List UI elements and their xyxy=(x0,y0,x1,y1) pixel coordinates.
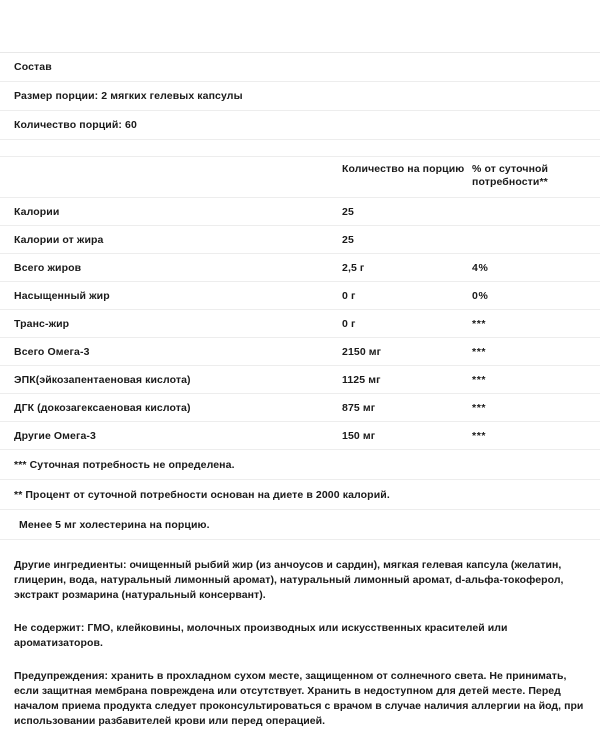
table-row xyxy=(0,226,600,254)
disclosure-text-block xyxy=(0,558,600,729)
panel-spacer xyxy=(0,140,600,157)
supplement-facts-panel xyxy=(0,52,600,540)
nutrient-daily-value: *** xyxy=(472,346,487,358)
table-row xyxy=(0,366,600,394)
table-header-row xyxy=(0,157,600,198)
panel-title: Состав xyxy=(14,61,52,73)
nutrient-amount: 25 xyxy=(342,234,354,246)
nutrient-name: Транс-жир xyxy=(14,318,70,330)
nutrient-name: Другие Омега-3 xyxy=(14,430,96,442)
header-daily-value: % от суточной потребности** xyxy=(472,163,549,188)
footnote-row xyxy=(0,480,600,510)
nutrient-name: Насыщенный жир xyxy=(14,290,110,302)
nutrient-amount: 25 xyxy=(342,206,354,218)
nutrient-daily-value: *** xyxy=(472,374,487,386)
table-row xyxy=(0,394,600,422)
serving-size-row xyxy=(0,82,600,111)
table-row xyxy=(0,198,600,226)
footnote-text: *** Суточная потребность не определена. xyxy=(14,459,235,471)
table-row xyxy=(0,422,600,450)
footnote-row xyxy=(0,510,600,540)
table-row xyxy=(0,310,600,338)
header-amount-per-serving: Количество на порцию xyxy=(342,163,465,175)
nutrient-amount: 1125 мг xyxy=(342,374,381,386)
nutrient-daily-value: 4% xyxy=(472,262,489,274)
table-row xyxy=(0,254,600,282)
nutrient-name: ЭПК(эйкозапентаеновая кислота) xyxy=(14,374,191,386)
nutrient-name: Всего Омега-3 xyxy=(14,346,90,358)
nutrient-name: Калории xyxy=(14,206,60,218)
nutrient-daily-value: *** xyxy=(472,402,487,414)
table-row xyxy=(0,338,600,366)
nutrient-name: ДГК (докозагексаеновая кислота) xyxy=(14,402,191,414)
serving-size-label: Размер порции: 2 мягких гелевых капсулы xyxy=(14,90,243,102)
nutrient-daily-value: *** xyxy=(472,318,487,330)
nutrient-amount: 0 г xyxy=(342,290,356,302)
nutrient-name: Калории от жира xyxy=(14,234,104,246)
footnote-text: ** Процент от суточной потребности основан на диете в 2000 калорий. xyxy=(14,489,390,501)
supplement-facts-page xyxy=(0,52,600,727)
other-ingredients-paragraph: Другие ингредиенты: очищенный рыбий жир (из анчоусов и сардин), мягкая гелевая капсула (желатин, глицерин, вода, натуральный лимонный аромат), натуральный лимонный аромат, d-альфа-токоферол, экстракт розмарина (натуральный консервант). xyxy=(14,559,564,601)
servings-per-container-label: Количество порций: 60 xyxy=(14,119,137,131)
nutrient-amount: 2,5 г xyxy=(342,262,365,274)
table-row xyxy=(0,282,600,310)
panel-title-row xyxy=(0,53,600,82)
nutrient-daily-value: *** xyxy=(472,430,487,442)
footnote-text: Менее 5 мг холестерина на порцию. xyxy=(19,519,210,531)
nutrient-amount: 0 г xyxy=(342,318,356,330)
nutrient-amount: 2150 мг xyxy=(342,346,382,358)
footnote-row xyxy=(0,450,600,480)
nutrient-daily-value: 0% xyxy=(472,290,489,302)
nutrient-amount: 150 мг xyxy=(342,430,376,442)
free-from-paragraph: Не содержит: ГМО, клейковины, молочных производных или искусственных красителей или ароматизаторов. xyxy=(14,622,508,649)
nutrient-amount: 875 мг xyxy=(342,402,376,414)
warnings-paragraph: Предупреждения: хранить в прохладном сухом месте, защищенном от солнечного света. Не принимать, если защитная мембрана повреждена или отсутствует. Хранить в недоступном для детей месте. Перед началом приема продукта следует проконсультироваться с врачом в случае наличия аллергии на йод, при использовании разбавителей крови или перед операцией. xyxy=(14,670,584,727)
servings-per-container-row xyxy=(0,111,600,140)
nutrient-name: Всего жиров xyxy=(14,262,82,274)
